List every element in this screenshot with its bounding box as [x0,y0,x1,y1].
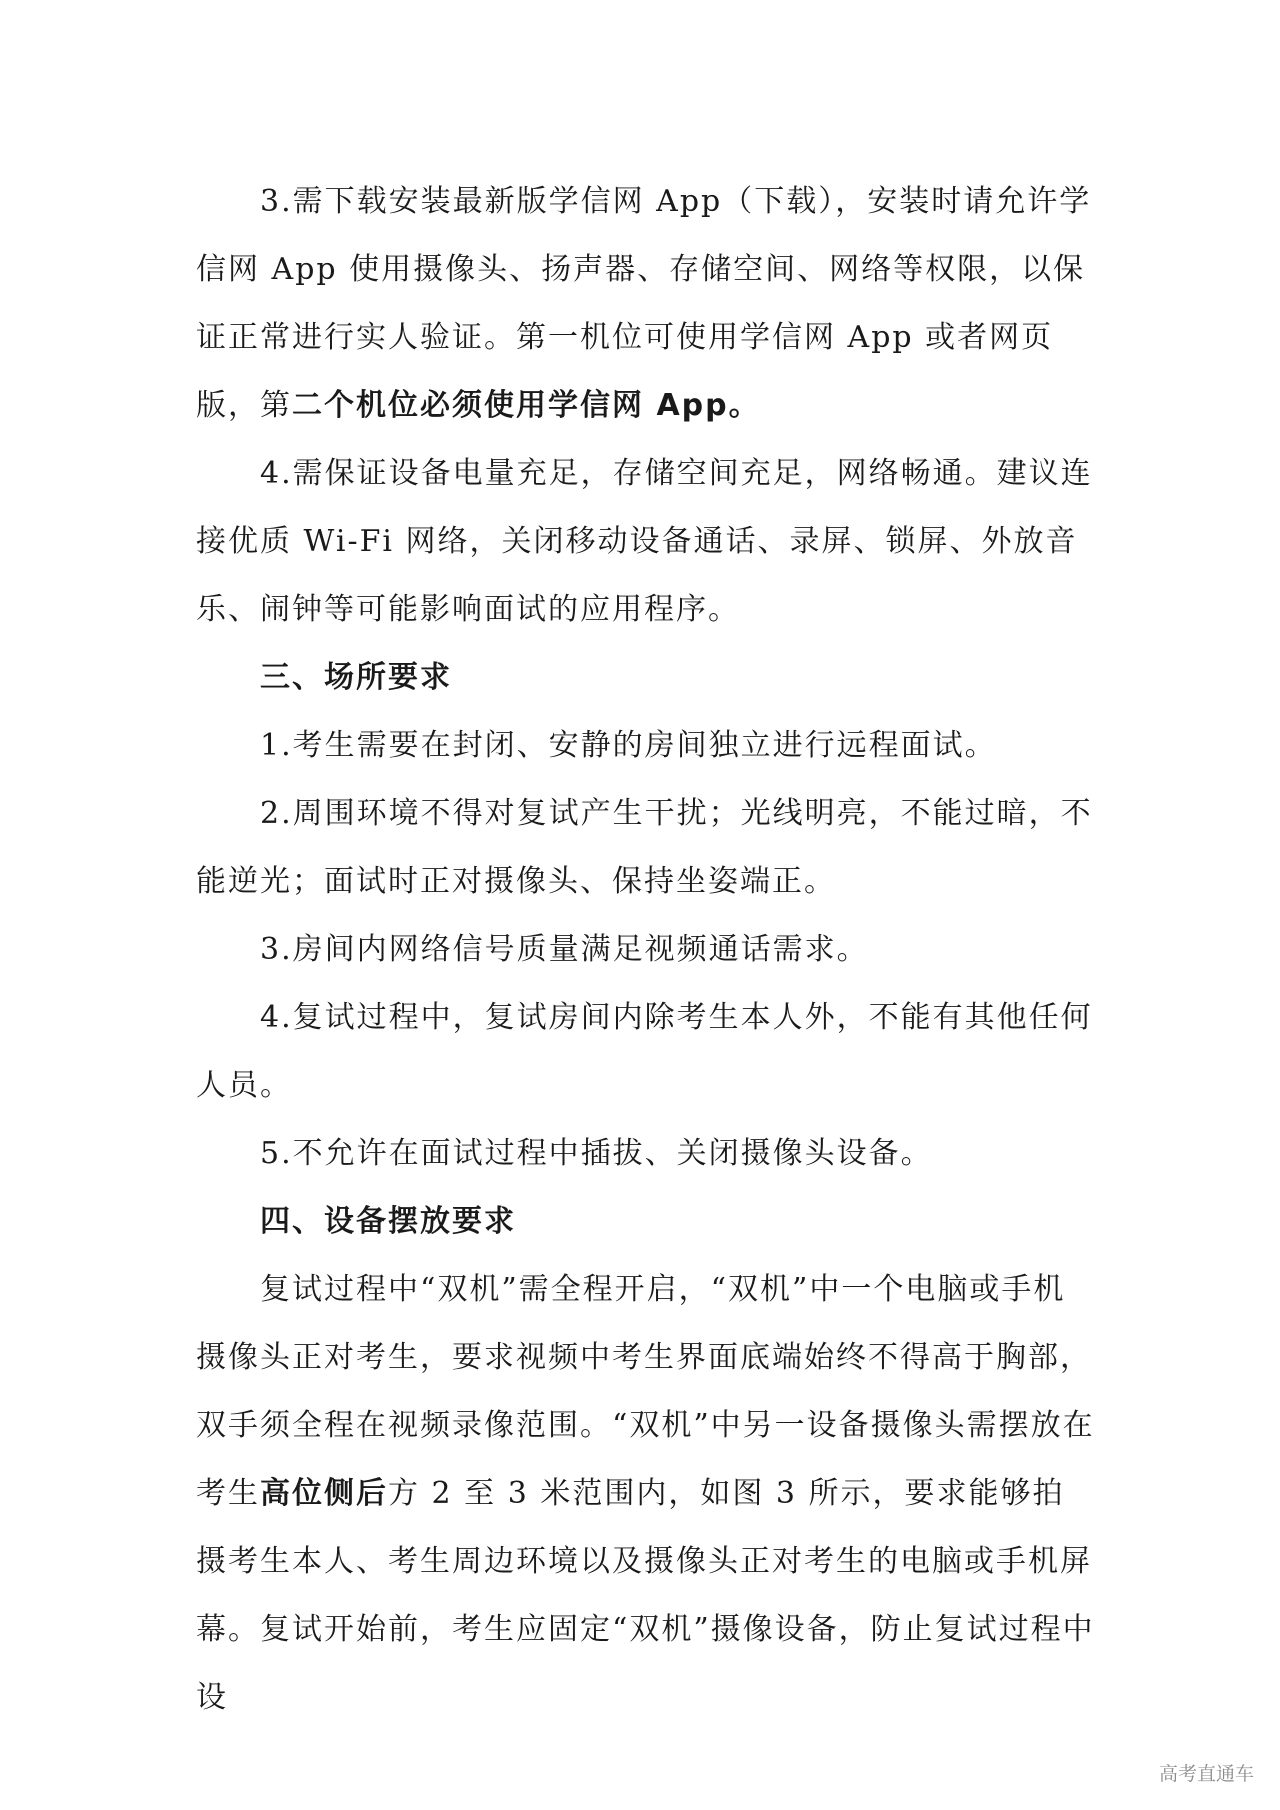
list-item: 1.考生需要在封闭、安静的房间独立进行远程面试。 [260,728,997,763]
emphasis-text: 高位侧后 [260,1476,388,1511]
paragraph-text: 方 2 至 3 米范围内，如图 3 所示，要求能够拍摄考生本人、考生周边环境以及摄像头正对考生的电脑或手机屏幕。复试开始前，考生应固定“双机”摄像设备，防止复试过程中设 [196,1476,1095,1715]
paragraph-app-download [196,168,1096,440]
paragraph-text: 3.需下载安装最新版学信网 App（下载），安装时请允许学信网 App 使用摄像头、扬声器、存储空间、网络等权限，以保证正常进行实人验证。第一机位可使用学信网 App 或者网页版，第 [196,184,1092,423]
document-body [196,168,1096,1732]
paragraph-device-power: 4.需保证设备电量充足，存储空间充足，网络畅通。建议连接优质 Wi-Fi 网络，关闭移动设备通话、录屏、锁屏、外放音乐、闹钟等可能影响面试的应用程序。 [196,456,1093,627]
watermark: 高考直通车 [1153,1757,1260,1788]
list-item: 3.房间内网络信号质量满足视频通话需求。 [260,932,869,967]
section-heading-device-placement: 四、设备摆放要求 [260,1204,516,1239]
paragraph-text: 复试过程中“双机”需全程开启，“双机”中一个电脑或手机摄像头正对考生，要求视频中考生界面底端始终不得高于胸部，双手须全程在视频录像范围。“双机”中另一设备摄像头需摆放在考生 [196,1272,1095,1511]
section-heading-venue: 三、场所要求 [260,660,452,695]
paragraph-dual-camera [196,1256,1096,1732]
emphasis-text: 二个机位必须使用学信网 App。 [292,388,761,423]
list-item: 5.不允许在面试过程中插拔、关闭摄像头设备。 [260,1136,933,1171]
list-item: 4.复试过程中，复试房间内除考生本人外，不能有其他任何人员。 [196,1000,1093,1103]
list-item: 2.周围环境不得对复试产生干扰；光线明亮，不能过暗，不能逆光；面试时正对摄像头、保持坐姿端正。 [196,796,1093,899]
